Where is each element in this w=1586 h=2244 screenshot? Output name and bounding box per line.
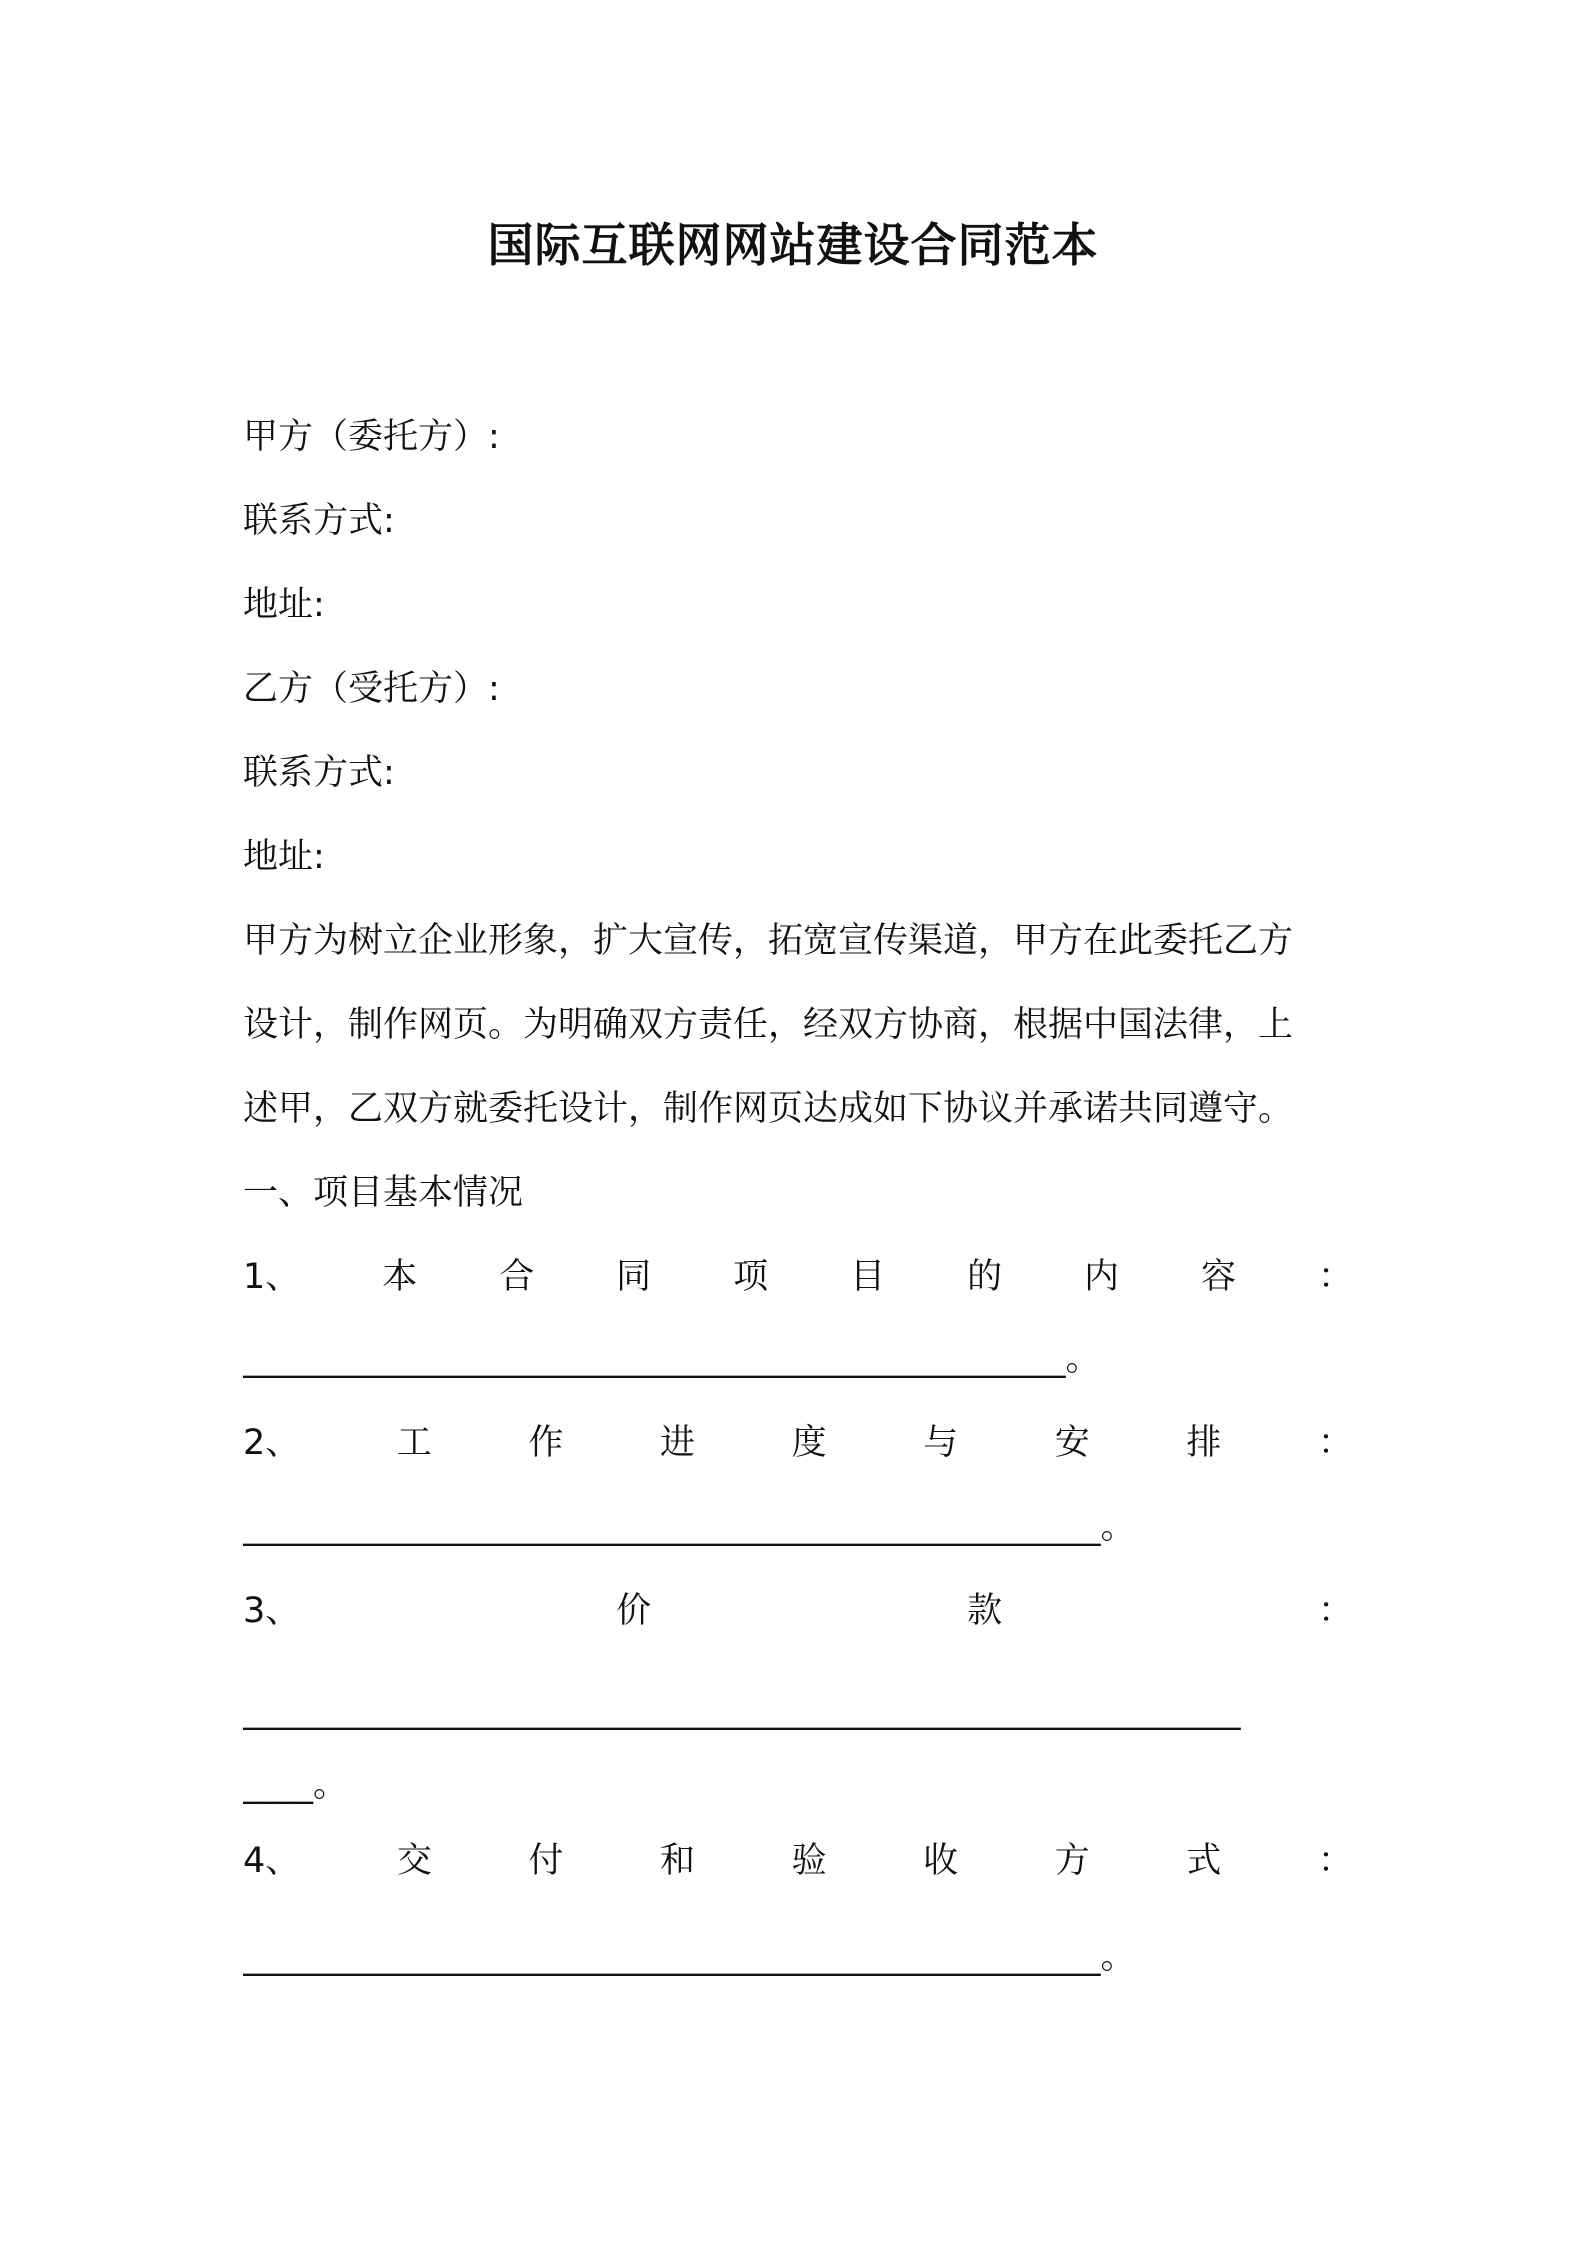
item-label-char: 安: [1054, 1423, 1090, 1463]
item-label-char: 作: [528, 1423, 564, 1463]
item-label-char: 付: [528, 1841, 564, 1881]
item-label-char: 目: [850, 1257, 886, 1297]
item-label-char: 容: [1201, 1257, 1237, 1297]
fill-blank-line: _________________________________________________________: [243, 1691, 1241, 1731]
item-label-char: 与: [923, 1423, 959, 1463]
item-label-char: 本: [382, 1257, 418, 1297]
fill-blank-line: _________________________________________________。: [243, 1507, 1136, 1547]
document-title: 国际互联网网站建设合同范本: [487, 218, 1099, 272]
fill-blank-line: _______________________________________________。: [243, 1339, 1101, 1379]
item-colon: ：: [1317, 1257, 1353, 1297]
intro-line: 甲方为树立企业形象，扩大宣传，拓宽宣传渠道，甲方在此委托乙方: [243, 921, 1294, 961]
item-label-char: 合: [499, 1257, 535, 1297]
item-label-char: 和: [660, 1841, 696, 1881]
contract-item-label: [243, 1252, 1353, 1302]
party-a-name: 甲方（委托方）:: [243, 417, 500, 457]
party-a-contact: 联系方式:: [243, 501, 395, 541]
section-heading: 一、项目基本情况: [243, 1173, 524, 1213]
item-label-char: 交: [396, 1841, 432, 1881]
fill-blank-line: _________________________________________________。: [243, 1937, 1136, 1977]
item-number: 3、: [243, 1591, 301, 1631]
item-number: 4、: [243, 1841, 301, 1881]
fill-blank-line: ____。: [243, 1765, 349, 1805]
intro-line: 述甲，乙双方就委托设计，制作网页达成如下协议并承诺共同遵守。: [243, 1089, 1294, 1129]
contract-item-label: [243, 1586, 1353, 1636]
item-label-char: 度: [791, 1423, 827, 1463]
item-label-char: 款: [967, 1591, 1003, 1631]
item-label-char: 的: [967, 1257, 1003, 1297]
item-label-char: 收: [923, 1841, 959, 1881]
item-number: 1、: [243, 1257, 301, 1297]
item-label-char: 内: [1084, 1257, 1120, 1297]
item-label-char: 式: [1186, 1841, 1222, 1881]
item-colon: ：: [1317, 1841, 1353, 1881]
party-b-contact: 联系方式:: [243, 753, 395, 793]
item-label-char: 验: [791, 1841, 827, 1881]
item-label-char: 同: [616, 1257, 652, 1297]
item-colon: ：: [1317, 1423, 1353, 1463]
contract-item-label: [243, 1836, 1353, 1886]
item-label-char: 排: [1186, 1423, 1222, 1463]
item-label-char: 工: [396, 1423, 432, 1463]
party-a-address: 地址:: [243, 585, 325, 625]
item-colon: ：: [1317, 1591, 1353, 1631]
contract-item-label: [243, 1418, 1353, 1468]
party-b-address: 地址:: [243, 837, 325, 877]
party-b-name: 乙方（受托方）:: [243, 669, 500, 709]
item-label-char: 项: [733, 1257, 769, 1297]
intro-line: 设计，制作网页。为明确双方责任，经双方协商，根据中国法律，上: [243, 1005, 1294, 1045]
item-number: 2、: [243, 1423, 301, 1463]
item-label-char: 方: [1054, 1841, 1090, 1881]
item-label-char: 进: [660, 1423, 696, 1463]
item-label-char: 价: [616, 1591, 652, 1631]
